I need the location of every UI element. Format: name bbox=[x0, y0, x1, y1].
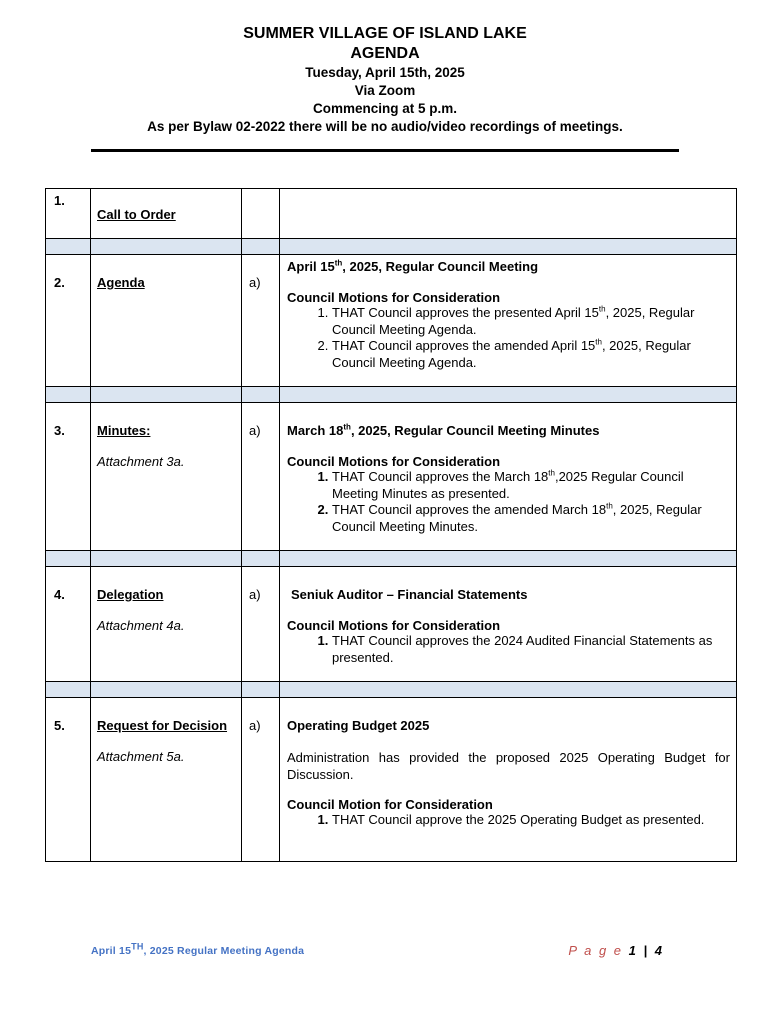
agenda-row-5 bbox=[46, 698, 737, 862]
motions-list bbox=[287, 633, 730, 666]
motions-list bbox=[287, 812, 730, 829]
motion-item: 1. THAT Council approves the March 18th,2025 Regular Council Meeting Minutes as presented. bbox=[332, 469, 730, 502]
row-separator bbox=[46, 387, 737, 403]
item-heading: Operating Budget 2025 bbox=[287, 718, 430, 733]
item-number: 3. bbox=[54, 423, 65, 438]
footer-meeting-label: April 15TH, 2025 Regular Meeting Agenda bbox=[91, 941, 305, 957]
item-heading: April 15th, 2025, Regular Council Meeting bbox=[287, 258, 539, 274]
item-sub-label: a) bbox=[249, 275, 261, 290]
item-body-cell bbox=[280, 255, 737, 387]
meeting-date: Tuesday, April 15th, 2025 bbox=[305, 65, 465, 80]
item-heading: Seniuk Auditor – Financial Statements bbox=[291, 587, 528, 602]
item-body-cell bbox=[280, 698, 737, 862]
item-title-cell bbox=[91, 255, 242, 387]
item-description: Administration has provided the proposed 2025 Operating Budget for Discussion. bbox=[287, 750, 730, 782]
organization-name: SUMMER VILLAGE OF ISLAND LAKE bbox=[243, 25, 527, 42]
item-number: 4. bbox=[54, 587, 65, 602]
item-title-cell bbox=[91, 403, 242, 551]
motions-list bbox=[287, 305, 730, 371]
item-sub-cell bbox=[242, 567, 280, 682]
row-separator bbox=[46, 682, 737, 698]
item-title: Call to Order bbox=[97, 207, 176, 222]
footer-page-number: P a g e 1 | 4 bbox=[568, 943, 664, 958]
row-separator bbox=[46, 239, 737, 255]
item-number-cell bbox=[46, 403, 91, 551]
motion-item: 1. THAT Council approve the 2025 Operating Budget as presented. bbox=[332, 812, 730, 829]
document-title: AGENDA bbox=[350, 45, 420, 62]
item-title: Request for Decision bbox=[97, 718, 228, 733]
agenda-row-1 bbox=[46, 189, 737, 239]
item-attachment: Attachment 5a. bbox=[97, 749, 185, 764]
row-separator bbox=[46, 551, 737, 567]
agenda-row-2 bbox=[46, 255, 737, 387]
item-sub-label: a) bbox=[249, 423, 261, 438]
motions-label: Council Motions for Consideration bbox=[287, 454, 501, 469]
meeting-time: Commencing at 5 p.m. bbox=[312, 101, 458, 116]
motions-label: Council Motions for Consideration bbox=[287, 618, 501, 633]
motions-label: Council Motion for Consideration bbox=[287, 797, 493, 812]
item-sub-cell bbox=[242, 189, 280, 239]
item-number-cell bbox=[46, 567, 91, 682]
item-heading: March 18th, 2025, Regular Council Meeting Minutes bbox=[287, 422, 600, 438]
item-title-cell bbox=[91, 189, 242, 239]
recording-notice: As per Bylaw 02-2022 there will be no audio/video recordings of meetings. bbox=[147, 119, 623, 134]
motions-label: Council Motions for Consideration bbox=[287, 290, 501, 305]
item-number: 2. bbox=[54, 275, 65, 290]
motion-item: 1. THAT Council approves the presented April 15th, 2025, Regular Council Meeting Agenda. bbox=[332, 305, 730, 338]
item-sub-cell bbox=[242, 255, 280, 387]
item-number: 5. bbox=[54, 718, 65, 733]
item-body-cell bbox=[280, 567, 737, 682]
item-title: Agenda bbox=[97, 275, 145, 290]
item-title-cell bbox=[91, 567, 242, 682]
agenda-row-4 bbox=[46, 567, 737, 682]
motion-item: 1. THAT Council approves the 2024 Audited Financial Statements as presented. bbox=[332, 633, 730, 666]
item-number-cell bbox=[46, 255, 91, 387]
item-body-cell bbox=[280, 403, 737, 551]
motion-item: 2. THAT Council approves the amended March 18th, 2025, Regular Council Meeting Minutes. bbox=[332, 502, 730, 535]
item-attachment: Attachment 3a. bbox=[97, 454, 185, 469]
item-number: 1. bbox=[46, 189, 91, 239]
motions-list bbox=[287, 469, 730, 535]
header-divider bbox=[91, 149, 679, 152]
item-title: Minutes: bbox=[97, 423, 151, 438]
agenda-header bbox=[0, 24, 770, 136]
agenda-row-3 bbox=[46, 403, 737, 551]
agenda-table bbox=[45, 188, 737, 862]
item-sub-cell bbox=[242, 403, 280, 551]
item-title: Delegation bbox=[97, 587, 164, 602]
meeting-location: Via Zoom bbox=[354, 83, 416, 98]
item-number-cell bbox=[46, 698, 91, 862]
item-body-cell bbox=[280, 189, 737, 239]
item-title-cell bbox=[91, 698, 242, 862]
item-sub-cell bbox=[242, 698, 280, 862]
item-sub-label: a) bbox=[249, 718, 261, 733]
motion-item: 2. THAT Council approves the amended April 15th, 2025, Regular Council Meeting Agenda. bbox=[332, 338, 730, 371]
item-attachment: Attachment 4a. bbox=[97, 618, 185, 633]
item-sub-label: a) bbox=[249, 587, 261, 602]
